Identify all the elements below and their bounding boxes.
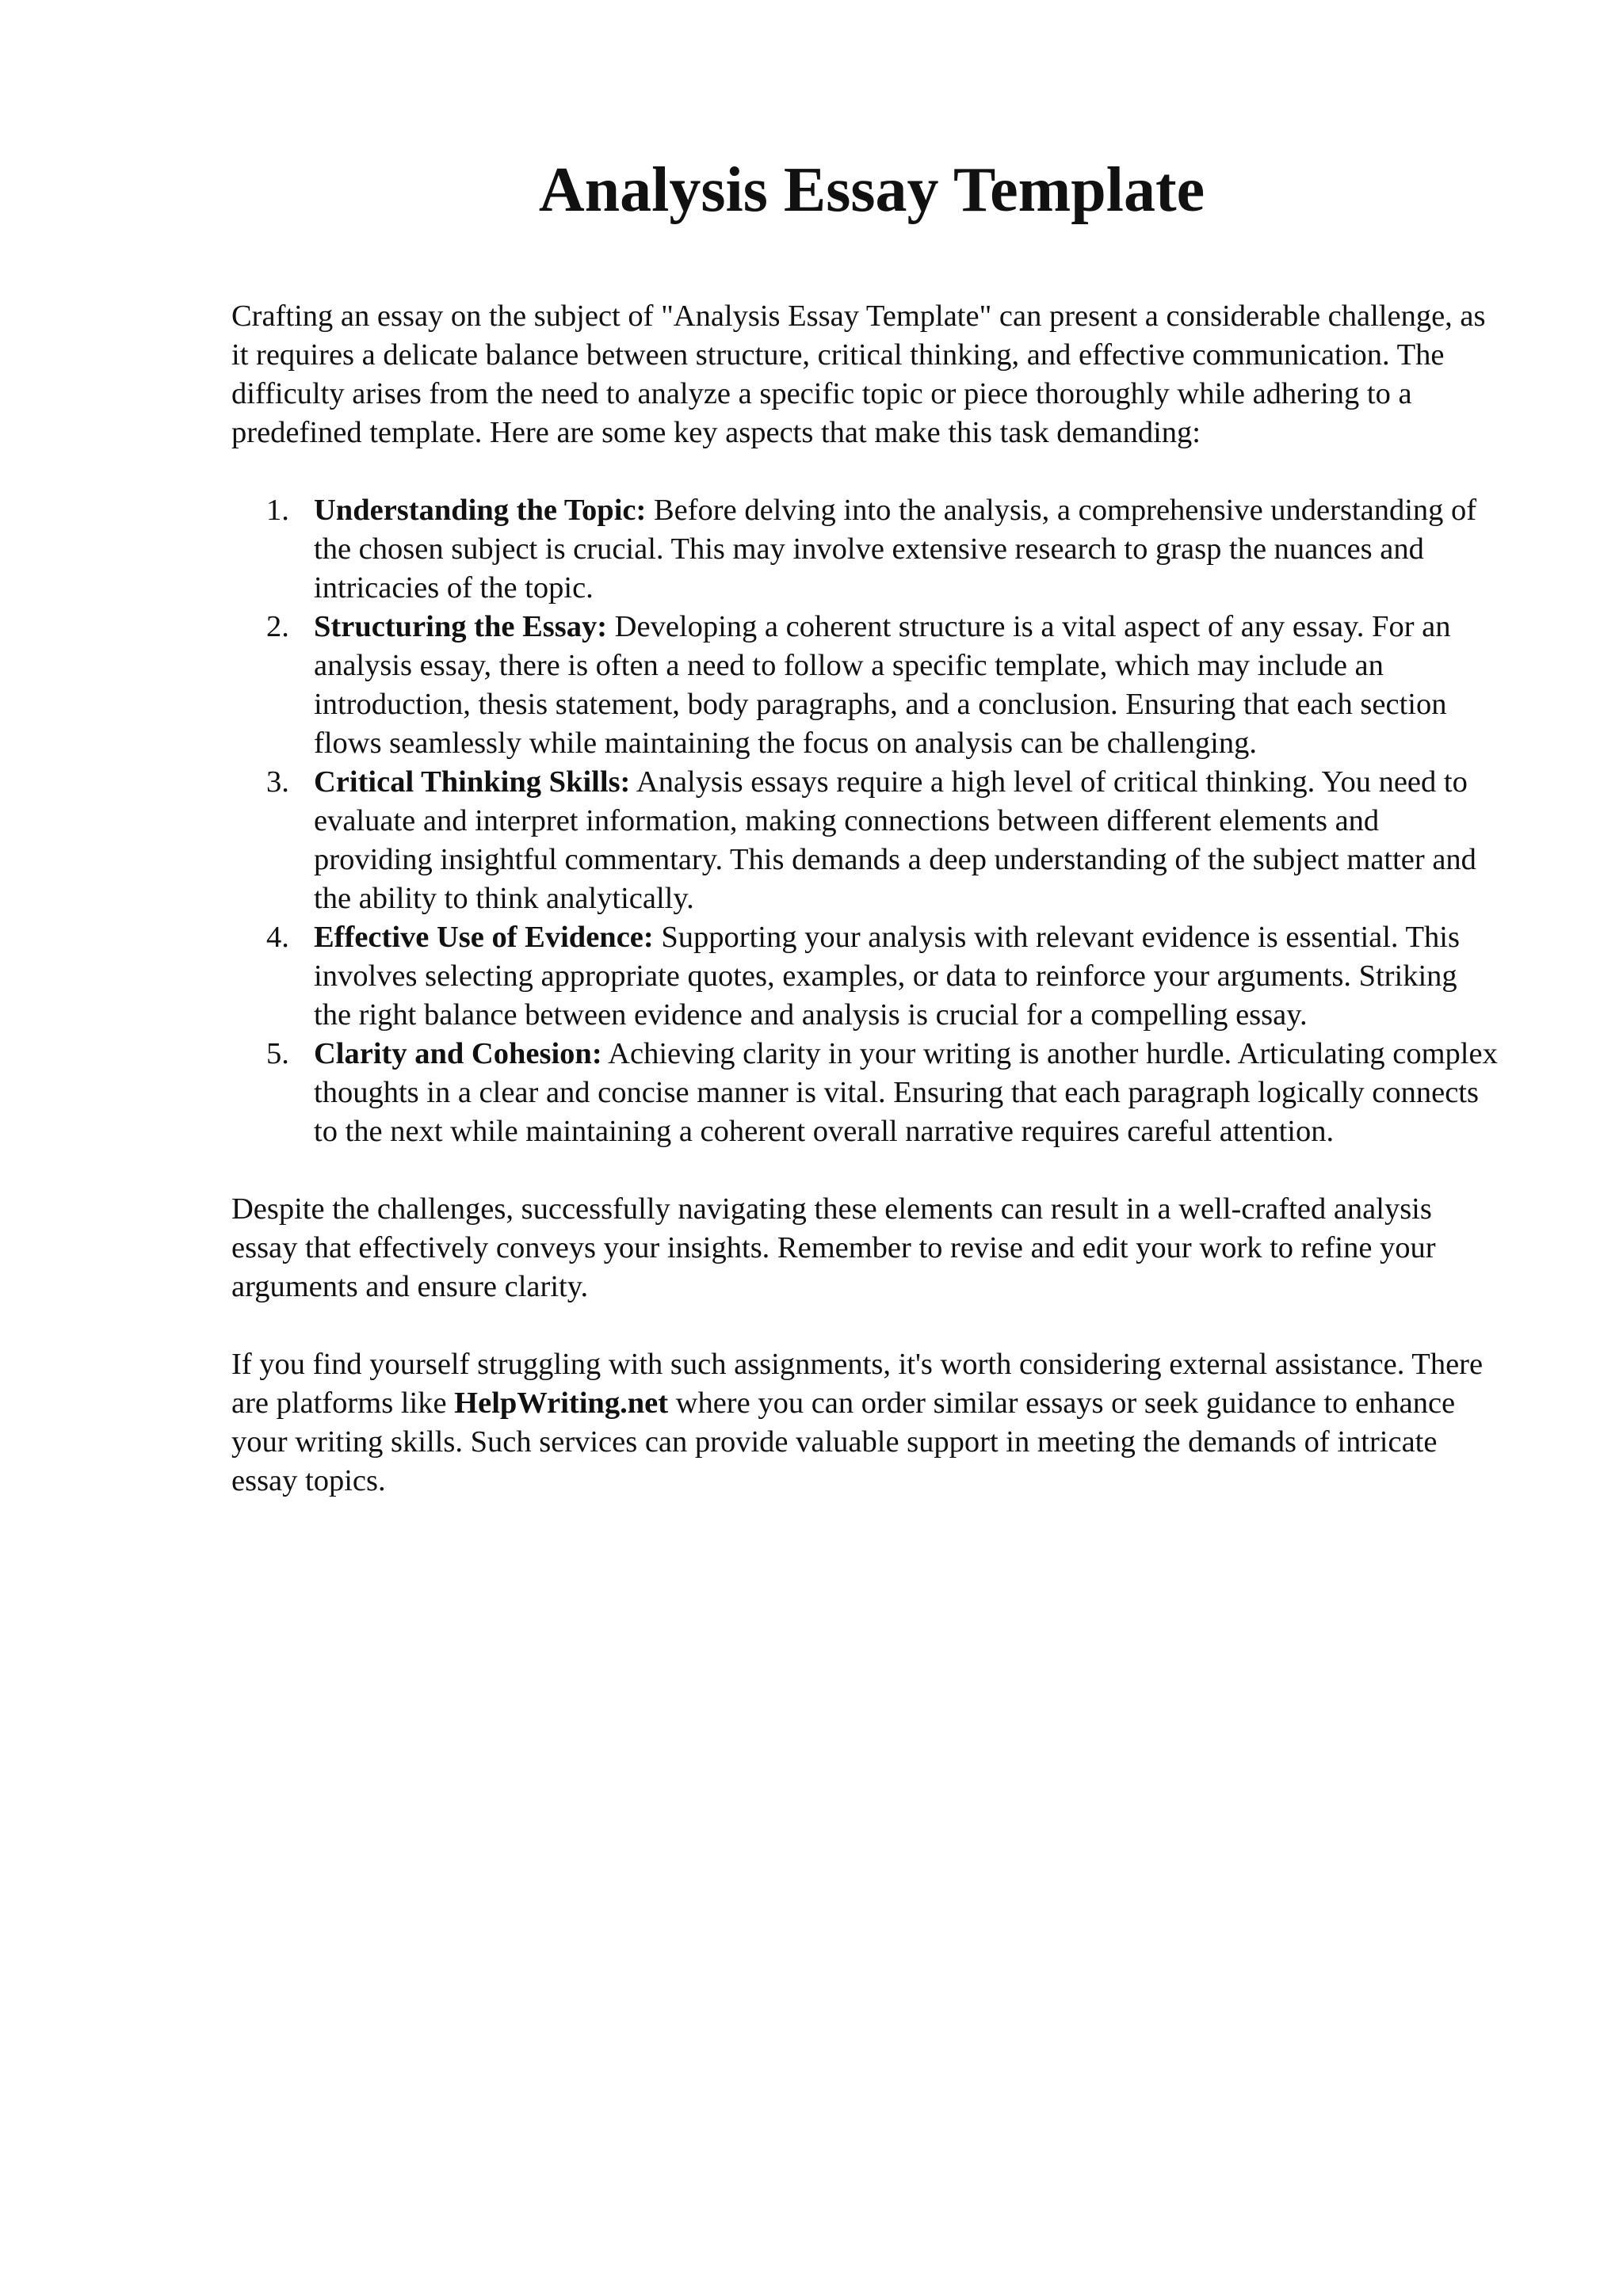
list-item-text: Achieving clarity in your writing is another hurdle. Articulating complex thoughts in a clear and concise manner is vital. Ensuring that each paragraph logically connects to the next while maintaining a coherent overall narrative requires careful attention. [314, 1037, 1498, 1148]
list-item-number: 3. [266, 765, 289, 799]
list-item-number: 2. [266, 610, 289, 643]
list-item-number: 5. [266, 1037, 289, 1070]
list-item-text: Analysis essays require a high level of critical thinking. You need to evaluate and interpret information, making connections between different elements and providing insightful commentary. This demands a deep understanding of the subject matter and the ability to think analytically. [314, 765, 1476, 915]
key-aspects-list [231, 491, 1499, 1151]
assistance-paragraph [231, 1345, 1499, 1501]
list-item [231, 491, 1499, 608]
list-item-heading: Structuring the Essay: [314, 610, 608, 643]
list-item-text: Supporting your analysis with relevant evidence is essential. This involves selecting appropriate quotes, examples, or data to reinforce your arguments. Striking the right balance between evidence and analysis is crucial for a compelling essay. [314, 921, 1460, 1032]
conclusion-paragraph: Despite the challenges, successfully navigating these elements can result in a well-crafted analysis essay that effectively conveys your insights. Remember to revise and edit your work to refine your arguments and ensure clarity. [231, 1192, 1436, 1303]
list-item [231, 763, 1499, 918]
document-body [231, 297, 1499, 1539]
list-item-heading: Effective Use of Evidence: [314, 921, 654, 954]
list-item-heading: Understanding the Topic: [314, 494, 647, 527]
document-title: Analysis Essay Template [538, 155, 1205, 225]
assistance-text-after: where you can order similar essays or seek guidance to enhance your writing skills. Such services can provide valuable support in meeting the demands of intricate essay topics. [231, 1386, 1456, 1497]
list-item [231, 918, 1499, 1035]
list-item-text: Before delving into the analysis, a comprehensive understanding of the chosen subject is crucial. This may involve extensive research to grasp the nuances and intricacies of the topic. [314, 494, 1477, 605]
list-item-number: 4. [266, 921, 289, 954]
brand-name: HelpWriting.net [454, 1386, 669, 1420]
list-item-heading: Critical Thinking Skills: [314, 765, 631, 799]
list-item [231, 1035, 1499, 1151]
list-item-heading: Clarity and Cohesion: [314, 1037, 602, 1070]
list-item-text: Developing a coherent structure is a vital aspect of any essay. For an analysis essay, there is often a need to follow a specific template, which may include an introduction, thesis statement, body paragraphs, and a conclusion. Ensuring that each section flows seamlessly while maintaining the focus on analysis can be challenging. [314, 610, 1451, 760]
intro-paragraph: Crafting an essay on the subject of "Analysis Essay Template" can present a considerable challenge, as it requires a delicate balance between structure, critical thinking, and effective communication. The difficulty arises from the need to analyze a specific topic or piece thoroughly while adhering to a predefined template. Here are some key aspects that make this task demanding: [231, 299, 1486, 449]
list-item-number: 1. [266, 494, 289, 527]
list-item [231, 608, 1499, 763]
assistance-text-before: If you find yourself struggling with such assignments, it's worth considering external assistance. There are platforms like [231, 1348, 1484, 1420]
